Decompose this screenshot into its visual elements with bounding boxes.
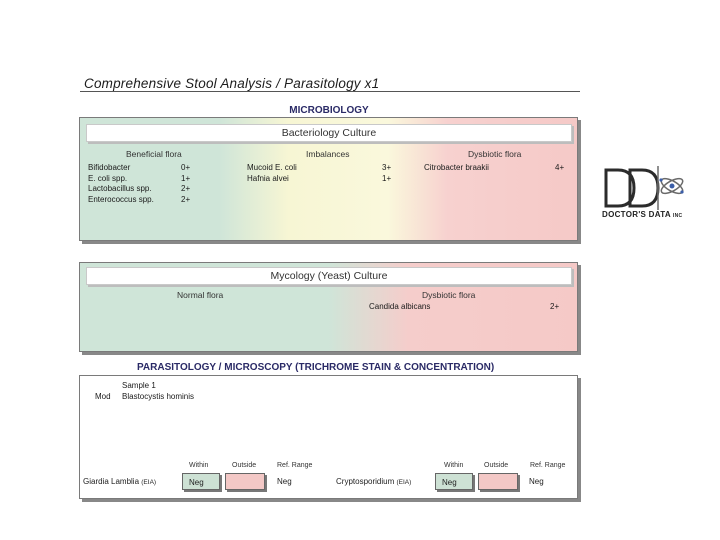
dysbiotic-name: Citrobacter braakii <box>424 163 489 172</box>
test-method: (EIA) <box>396 479 412 486</box>
test-name-text: Cryptosporidium <box>336 477 395 486</box>
imbalance-value: 3+ <box>382 163 392 172</box>
column-normal-flora: Normal flora <box>177 290 224 300</box>
column-imbalances: Imbalances <box>306 149 350 159</box>
sample-label: Sample 1 <box>122 381 156 390</box>
finding-severity: Mod <box>95 392 111 401</box>
beneficial-name: Bifidobacter <box>88 163 131 172</box>
mycology-panel <box>79 262 578 352</box>
column-dysbiotic-flora: Dysbiotic flora <box>468 149 522 159</box>
column-beneficial-flora: Beneficial flora <box>126 149 182 159</box>
bacteriology-panel <box>79 117 578 241</box>
within-header: Within <box>189 462 209 469</box>
bacteriology-title: Bacteriology Culture <box>86 124 572 142</box>
dysbiotic-value: 2+ <box>550 302 560 311</box>
microbiology-heading: MICROBIOLOGY <box>289 105 369 116</box>
outside-header: Outside <box>484 462 509 469</box>
parasitology-panel <box>79 375 578 499</box>
beneficial-value: 2+ <box>181 184 191 193</box>
within-result: Neg <box>182 473 220 490</box>
test-name <box>83 477 156 486</box>
mycology-title: Mycology (Yeast) Culture <box>86 267 572 285</box>
beneficial-value: 2+ <box>181 194 191 204</box>
imbalance-value: 1+ <box>382 173 392 183</box>
beneficial-name: Enterococcus spp. <box>88 194 154 204</box>
within-result: Neg <box>435 473 473 490</box>
doctors-data-logo <box>600 160 690 224</box>
test-method: (EIA) <box>141 479 157 486</box>
logo-text: DOCTOR'S DATA <box>602 210 671 219</box>
ref-range-value: Neg <box>277 477 292 486</box>
column-dysbiotic-flora: Dysbiotic flora <box>422 290 476 300</box>
beneficial-value: 0+ <box>181 163 191 172</box>
ref-range-header: Ref. Range <box>277 462 313 469</box>
ref-range-value: Neg <box>529 477 544 486</box>
parasitology-heading: PARASITOLOGY / MICROSCOPY (TRICHROME STAIN & CONCENTRATION) <box>137 362 495 373</box>
within-header: Within <box>444 462 464 469</box>
logo-suffix: INC <box>672 213 683 219</box>
title-divider <box>80 91 580 92</box>
imbalance-name: Mucoid E. coli <box>247 163 297 172</box>
finding-organism: Blastocystis hominis <box>122 392 195 401</box>
report-title: Comprehensive Stool Analysis / Parasitology x1 <box>84 76 380 91</box>
imbalance-name: Hafnia alvei <box>247 173 289 183</box>
dysbiotic-name: Candida albicans <box>369 302 431 311</box>
test-name-text: Giardia Lamblia <box>83 477 140 486</box>
ref-range-header: Ref. Range <box>530 462 566 469</box>
beneficial-name: Lactobacillus spp. <box>88 184 152 193</box>
outside-result <box>478 473 518 490</box>
beneficial-value: 1+ <box>181 173 191 183</box>
outside-result <box>225 473 265 490</box>
beneficial-name: E. coli spp. <box>88 173 128 183</box>
test-name <box>336 477 411 486</box>
outside-header: Outside <box>232 462 257 469</box>
dysbiotic-value: 4+ <box>555 163 565 172</box>
